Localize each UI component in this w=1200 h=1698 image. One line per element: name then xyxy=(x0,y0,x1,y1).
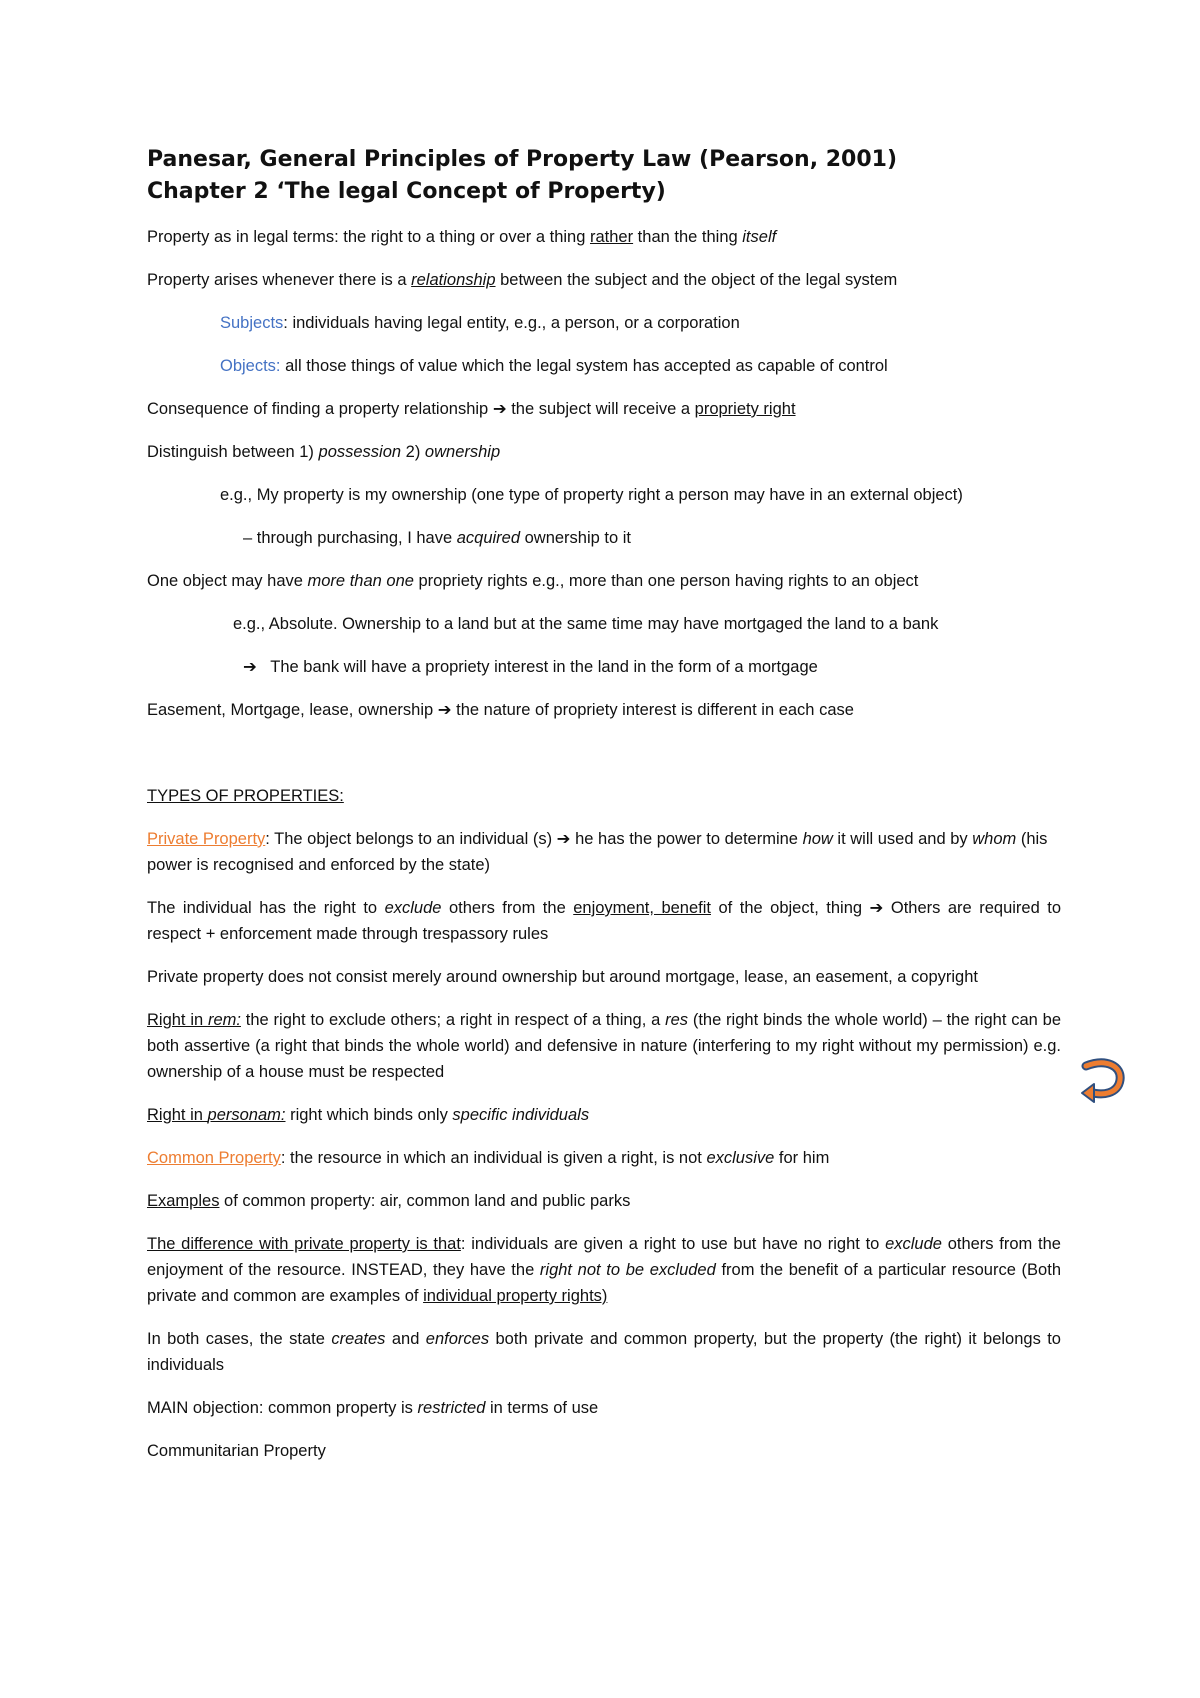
paragraph-common-examples: Examples of common property: air, common land and public parks xyxy=(147,1192,631,1210)
paragraph-ownership-example: e.g., My property is my ownership (one type of property right a person may have in an external object) xyxy=(220,486,963,504)
paragraph-private-property: Private Property: The object belongs to an individual (s) ➔ he has the power to determine how it will used and by whom (his power is recognised and enforced by the state) xyxy=(147,830,1048,874)
paragraph-distinguish: Distinguish between 1) possession 2) ownership xyxy=(147,443,501,461)
right-arrow-icon: ➔ xyxy=(492,400,507,418)
paragraph-difference: The difference with private property is that: individuals are given a right to use but have no right to exclude others from the enjoyment of the resource. INSTEAD, they have the right not to be excluded from the benefit of a particular resource (Both private and common are examples of individual property rights) xyxy=(147,1235,1061,1305)
paragraph-right-to-exclude: The individual has the right to exclude others from the enjoyment, benefit of the object, thing ➔ Others are required to respect + enforcement made through trespassory rules xyxy=(147,899,1062,943)
paragraph-mortgage-example: e.g., Absolute. Ownership to a land but at the same time may have mortgaged the land to a bank xyxy=(233,615,939,633)
right-arrow-icon: ➔ xyxy=(437,701,452,719)
right-arrow-icon: ➔ xyxy=(869,899,884,917)
document-body xyxy=(147,144,1061,1464)
paragraph-right-in-personam: Right in personam: right which binds only specific individuals xyxy=(147,1106,590,1124)
paragraph-private-property-scope: Private property does not consist merely around ownership but around mortgage, lease, an easement, a copyright xyxy=(147,968,978,986)
paragraph-communitarian: Communitarian Property xyxy=(147,1442,326,1460)
types-heading: TYPES OF PROPERTIES: xyxy=(147,787,344,805)
paragraph-bank-interest: ➔ The bank will have a propriety interest in the land in the form of a mortgage xyxy=(243,658,818,676)
paragraph-common-property: Common Property: the resource in which an individual is given a right, is not exclusive for him xyxy=(147,1149,830,1167)
paragraph-objects: Objects: all those things of value which the legal system has accepted as capable of control xyxy=(220,357,888,375)
document-title xyxy=(147,144,1061,208)
paragraph-easement: Easement, Mortgage, lease, ownership ➔ the nature of propriety interest is different in each case xyxy=(147,701,854,719)
right-arrow-icon: ➔ xyxy=(556,830,571,848)
paragraph-acquired: – through purchasing, I have acquired ownership to it xyxy=(243,529,632,547)
title-line-2: Chapter 2 ‘The legal Concept of Property) xyxy=(147,179,666,204)
title-line-1: Panesar, General Principles of Property Law (Pearson, 2001) xyxy=(147,147,897,172)
right-arrow-icon: ➔ xyxy=(243,658,257,676)
paragraph-consequence: Consequence of finding a property relationship ➔ the subject will receive a propriety right xyxy=(147,400,796,418)
curved-return-arrow-icon xyxy=(1080,1056,1126,1108)
paragraph-main-objection: MAIN objection: common property is restricted in terms of use xyxy=(147,1399,599,1417)
paragraph-right-in-rem: Right in rem: the right to exclude others; a right in respect of a thing, a res (the right binds the whole world) – the right can be both assertive (a right that binds the whole world) and defensive in nature (interfering to my right without my permission) e.g. ownership of a house must be respected xyxy=(147,1011,1062,1081)
paragraph-property-relationship: Property arises whenever there is a relationship between the subject and the object of the legal system xyxy=(147,271,898,289)
paragraph-state-role: In both cases, the state creates and enforces both private and common property, but the property (the right) it belongs to individuals xyxy=(147,1330,1061,1374)
paragraph-subjects: Subjects: individuals having legal entity, e.g., a person, or a corporation xyxy=(220,314,740,332)
paragraph-multiple-rights: One object may have more than one propriety rights e.g., more than one person having rights to an object xyxy=(147,572,919,590)
paragraph-property-definition: Property as in legal terms: the right to a thing or over a thing rather than the thing itself xyxy=(147,228,777,246)
